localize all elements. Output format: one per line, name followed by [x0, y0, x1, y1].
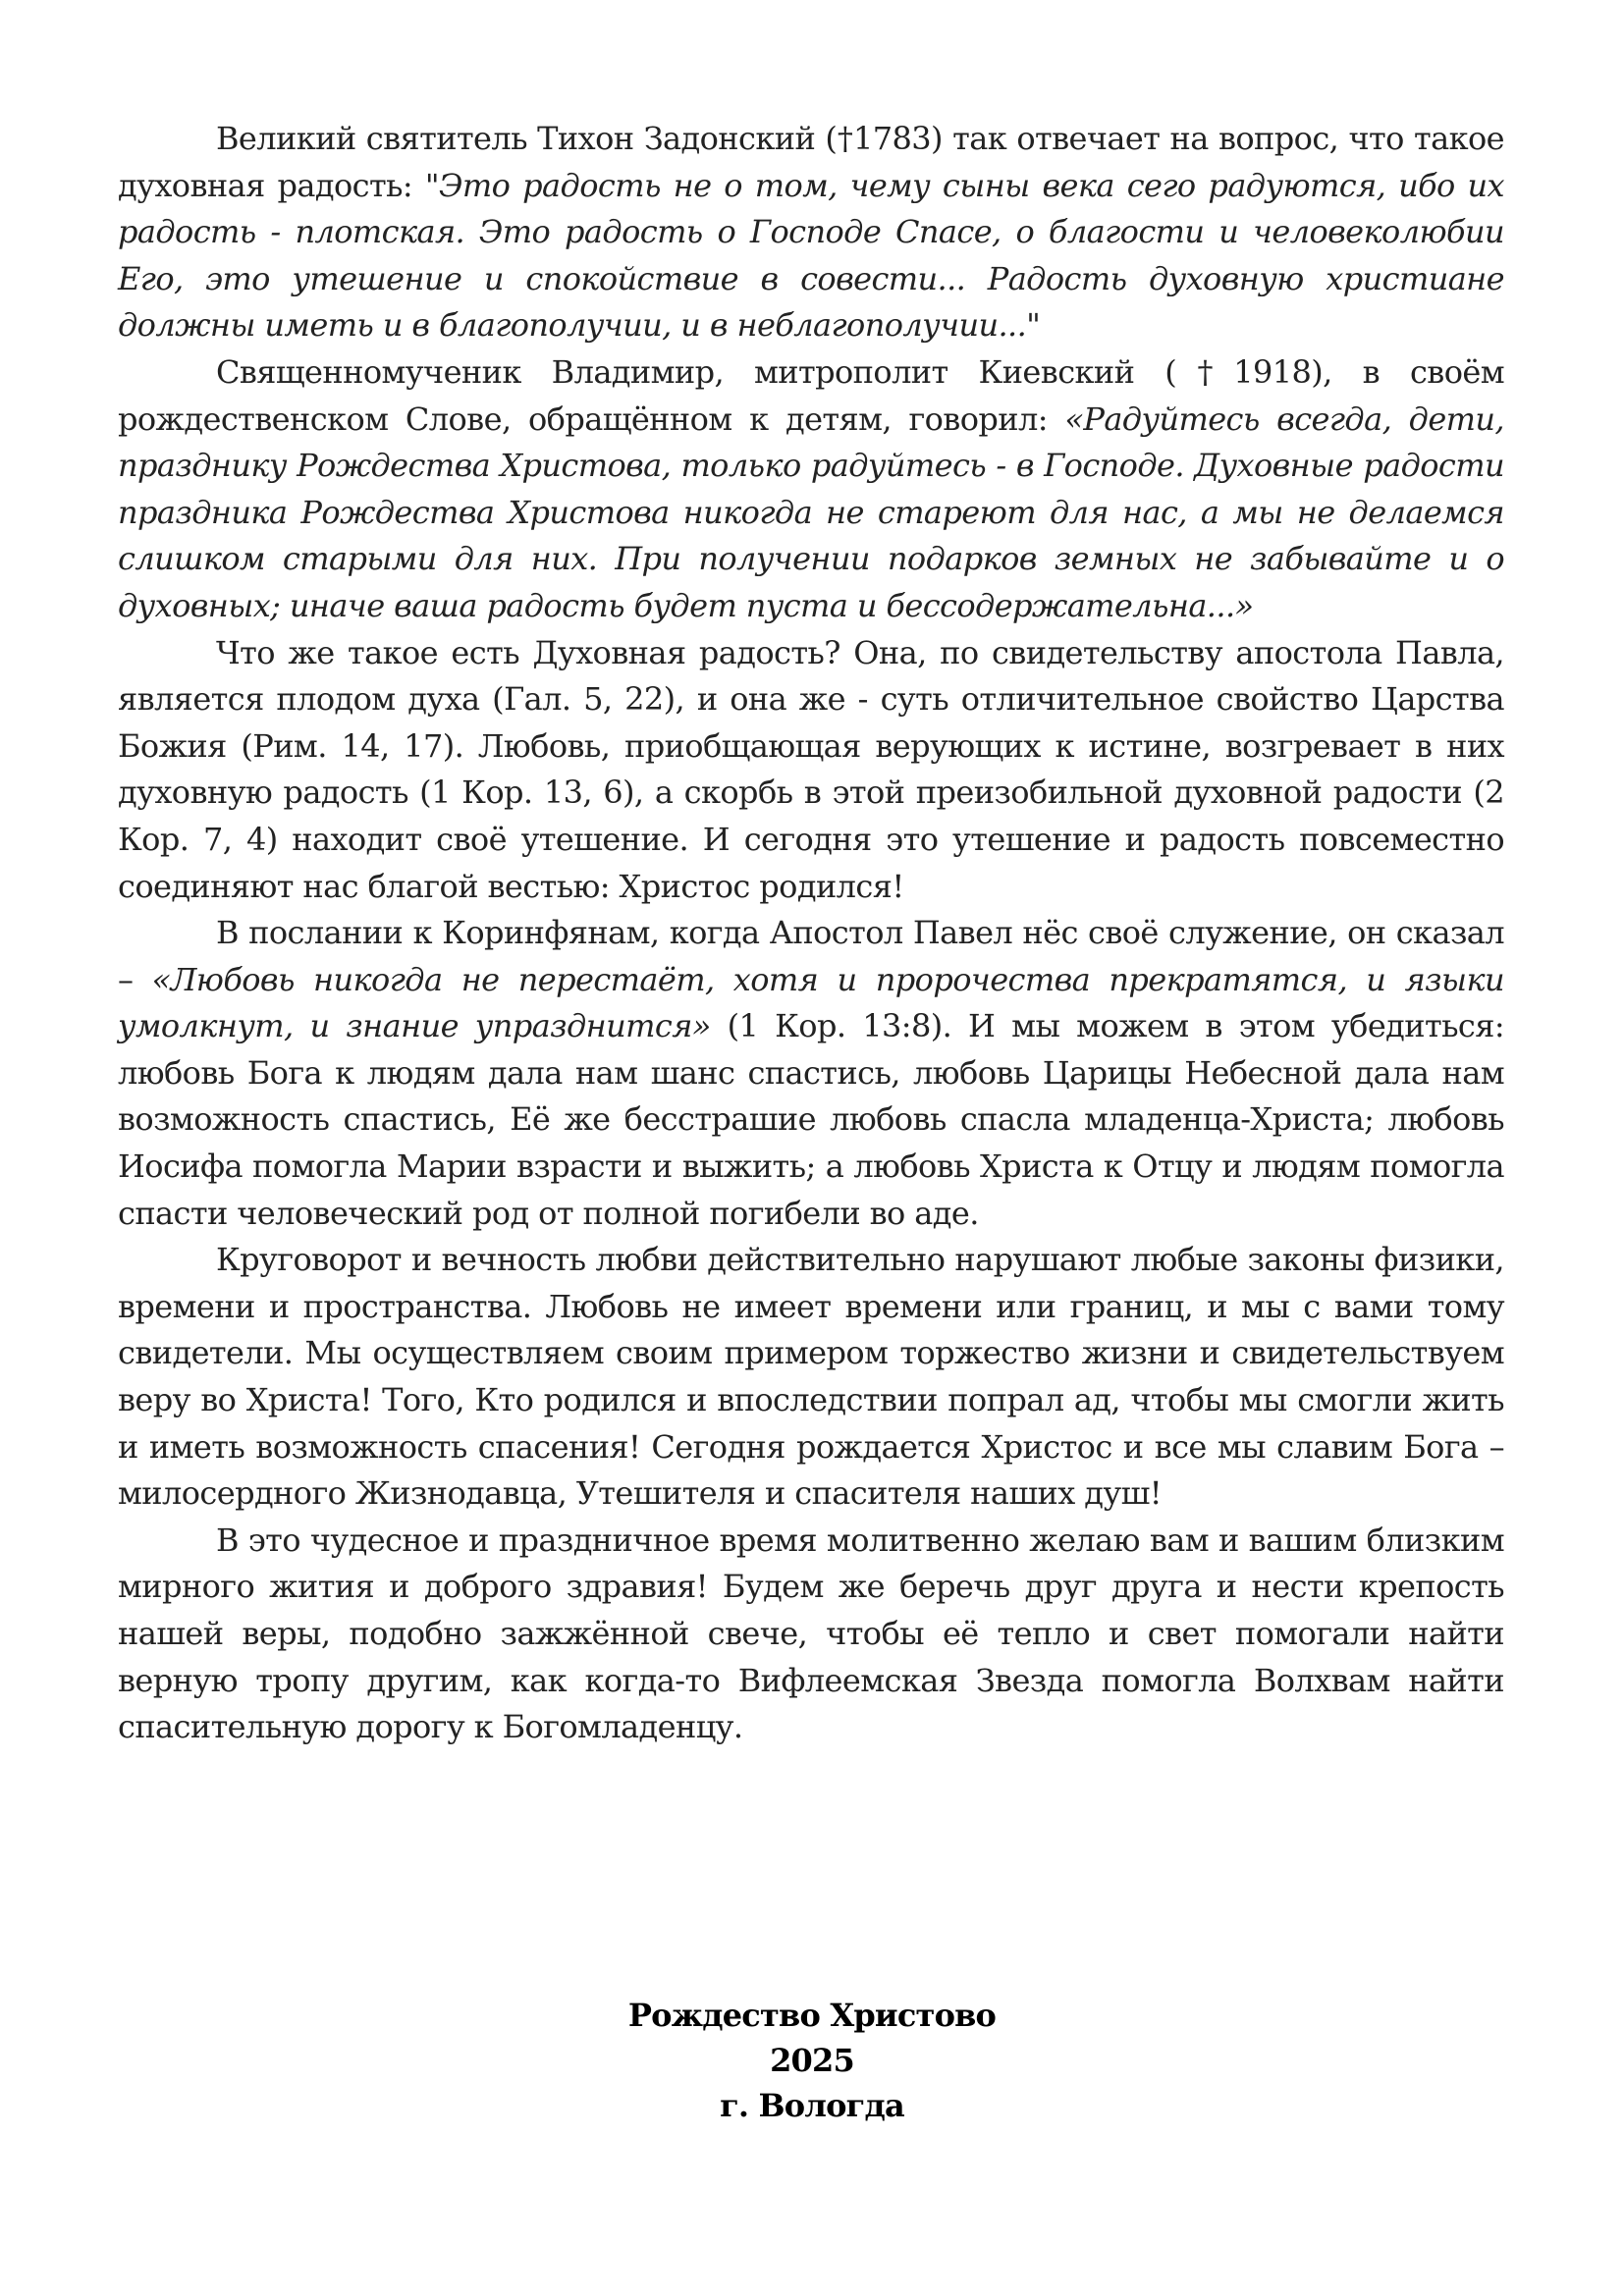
signature-occasion: Рождество Христово — [627, 1997, 997, 2034]
letter-body — [118, 116, 1504, 1751]
signature-block — [0, 1993, 1624, 2128]
paragraph-text: В послании к Коринфянам, когда Апостол Павел нёс своё служение, он сказал – — [118, 914, 1504, 998]
paragraph-vladimir-quote — [118, 349, 1504, 630]
paragraph-text: Что же такое есть Духовная радость? Она, по свидетельству апостола Павла, является плодом духа (Гал. 5, 22), и она же - суть отличительное свойство Царства Божия (Рим. 14, 17). Любовь, приобщающая верующих к истине, возгревает в них духовную радость (1 Кор. 13, 6), а скорбь в этой преизобильной духовной радости (2 Кор. 7, 4) находит своё утешение. И сегодня это утешение и радость повсеместно соединяют нас благой вестью: Христос родился! — [118, 633, 1504, 905]
quote-text: «Радуйтесь всегда, дети, празднику Рождества Христова, только радуйтесь - в Господе. Духовные радости праздника Рождества Христова никогда не стареют для нас, а мы не делаемся слишком старыми для них. При получении подарков земных не забывайте и о духовных; иначе ваша радость будет пуста и бессодержательна...» — [118, 400, 1504, 624]
paragraph-spiritual-joy — [118, 630, 1504, 911]
paragraph-text: (1 Кор. 13:8). И мы можем в этом убедиться: любовь Бога к людям дала нам шанс спастись, любовь Царицы Небесной дала нам возможность спастись, Её же бесстрашие любовь спасла младенца-Христа; любовь Иосифа помогла Марии взрасти и выжить; а любовь Христа к Отцу и людям помогла спасти человеческий род от полной погибели во аде. — [118, 1007, 1504, 1232]
paragraph-text: Великий святитель Тихон Задонский (†1783) так отвечает на вопрос, что такое духовная радость: — [118, 120, 1504, 204]
paragraph-tikhon-quote — [118, 116, 1504, 349]
quote-text: "Это радость не о том, чему сыны века сего радуются, ибо их радость - плотская. Это радость о Господе Спасе, о благости и человеколюбии Его, это утешение и спокойствие в совести... Радость духовную христиане должны иметь и в благополучии, и в неблагополучии..." — [118, 166, 1504, 345]
paragraph-eternity-of-love — [118, 1237, 1504, 1518]
paragraph-corinthians — [118, 910, 1504, 1237]
quote-text: «Любовь никогда не перестаёт, хотя и пророчества прекратятся, и языки умолкнут, и знание упразднится» — [118, 960, 1504, 1045]
signature-city: г. Вологда — [720, 2087, 904, 2124]
paragraph-text: В это чудесное и праздничное время молитвенно желаю вам и вашим близким мирного жития и доброго здравия! Будем же беречь друг друга и нести крепость нашей веры, подобно зажжённой свече, чтобы её тепло и свет помогали найти верную тропу другим, как когда-то Вифлеемская Звезда помогла Волхвам найти спасительную дорогу к Богомладенцу. — [118, 1521, 1504, 1746]
paragraph-text: Священномученик Владимир, митрополит Киевский (†1918), в своём рождественском Слове, обращённом к детям, говорил: — [118, 352, 1504, 438]
paragraph-wishes — [118, 1518, 1504, 1751]
signature-year: 2025 — [770, 2042, 854, 2079]
paragraph-text: Круговорот и вечность любви действительно нарушают любые законы физики, времени и пространства. Любовь не имеет времени или границ, и мы с вами тому свидетели. Мы осуществляем своим примером торжество жизни и свидетельствуем веру во Христа! Того, Кто родился и впоследствии попрал ад, чтобы мы смогли жить и иметь возможность спасения! Сегодня рождается Христос и все мы славим Бога – милосердного Жизнодавца, Утешителя и спасителя наших душ! — [118, 1241, 1504, 1513]
